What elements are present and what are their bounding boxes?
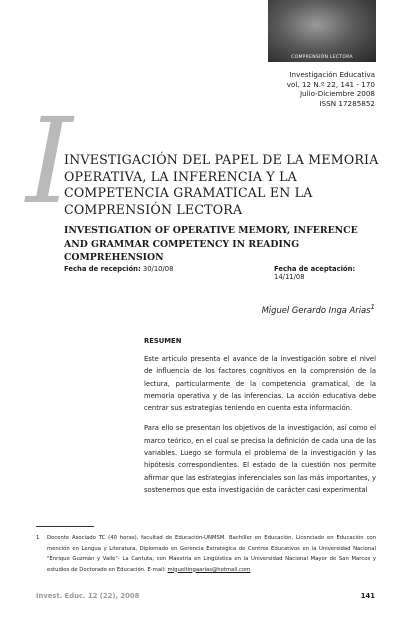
accepted-label: Fecha de aceptación: bbox=[274, 265, 356, 273]
page-number: 141 bbox=[360, 592, 375, 600]
accepted-date bbox=[274, 265, 382, 281]
running-footer: Invest. Educ. 12 (22), 2008 bbox=[36, 592, 140, 600]
footnote-divider bbox=[36, 526, 94, 527]
article-title: INVESTIGACIÓN DEL PAPEL DE LA MEMORIA OPERATIVA, LA INFERENCIA Y LA COMPETENCIA GRAMATICAL EN LA COMPRENSIÓN LECTORA bbox=[64, 152, 379, 217]
footnote-body: Docente Asociado TC (40 horas), facultad de Educación-UNMSM. Bachiller en Educación, Licenciado en Educación con mención en Lengua y Literatura, Diplomado en Gerencia Estratégica de Centros Educativos en la Universidad Nacional "Enrique Guzmán y Valle"- La Cantuta, con Maestría en Lingüística en la Universidad Nacional Mayor de San Marcos y estudios de Doctorado en Educación. E-mail: bbox=[47, 535, 376, 573]
article-title-english: INVESTIGATION OF OPERATIVE MEMORY, INFERENCE AND GRAMMAR COMPETENCY IN READING COMPREHENSION bbox=[64, 225, 358, 263]
received-date bbox=[64, 265, 173, 273]
cover-photo bbox=[268, 0, 376, 62]
footnote-number: 1 bbox=[36, 535, 40, 541]
footnote-email-link[interactable]: migueltingaarias@hotmail.com bbox=[167, 566, 251, 573]
footnote bbox=[36, 533, 376, 575]
author-footnote-mark: 1 bbox=[370, 303, 375, 311]
photo-image bbox=[268, 0, 376, 62]
author-name: Miguel Gerardo Inga Arias bbox=[261, 304, 371, 315]
abstract-paragraph: Este artículo presenta el avance de la investigación sobre el nivel de influencia de los factores cognitivos en la comprensión de la lectura, particularmente de la competencia gramatical, de la memoria operativa y de las inferencias. La acción educativa debe centrar sus estrategias teniendo en cuenta esta información. bbox=[144, 355, 376, 413]
journal-line: ISSN 17285852 bbox=[319, 98, 375, 108]
photo-caption: COMPRENSIÓN LECTORA bbox=[291, 55, 353, 60]
decorative-initial: I bbox=[26, 92, 73, 230]
journal-info bbox=[287, 70, 375, 108]
received-label: Fecha de recepción: bbox=[64, 265, 141, 273]
accepted-value: 14/11/08 bbox=[274, 273, 305, 281]
abstract-heading: RESUMEN bbox=[144, 337, 182, 345]
abstract-body bbox=[144, 353, 376, 504]
journal-line: Investigación Educativa bbox=[289, 70, 375, 79]
author bbox=[262, 303, 375, 315]
journal-line: vol. 12 N.º 22, 141 - 170 bbox=[286, 79, 375, 89]
received-value: 30/10/08 bbox=[142, 265, 174, 273]
footnote-text bbox=[47, 533, 376, 575]
abstract-paragraph: Para ello se presentan los objetivos de la investigación, así como el marco teórico, en el cual se precisa la definición de cada una de las variables. Luego se formula el problema de la investigación y las hipótesis correspondientes. El estado de la cuestión nos permite afirmar que las estrategias inferenciales son las más importantes, y sostenemos que esta investigación de carácter casi experimental bbox=[144, 424, 376, 494]
journal-line: Julio-Diciembre 2008 bbox=[299, 89, 375, 99]
